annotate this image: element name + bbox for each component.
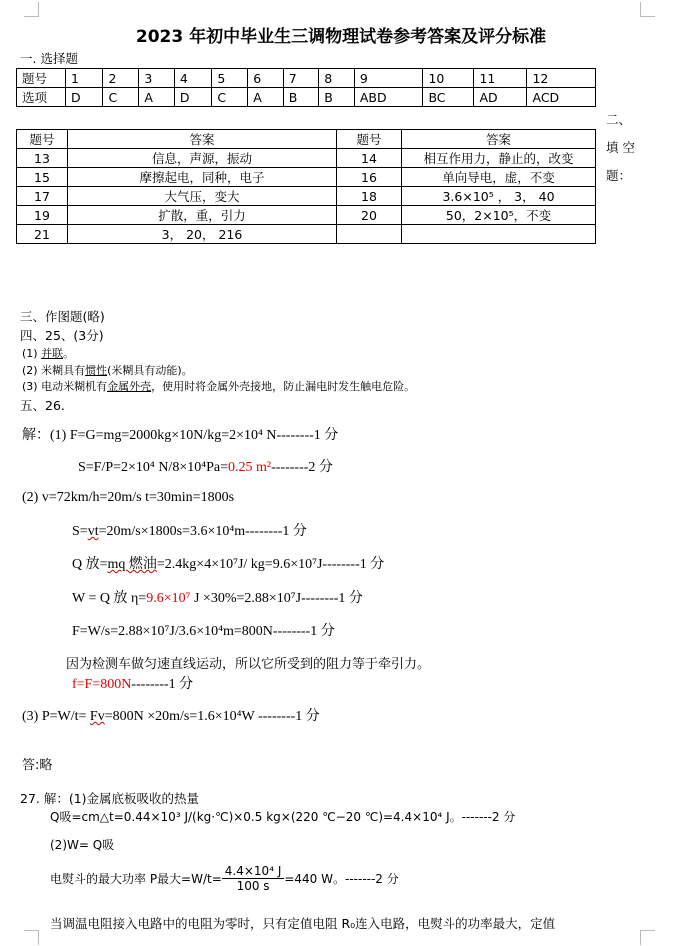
corner-mark-top-left: [24, 2, 39, 17]
fill-head-ans: 答案: [402, 130, 596, 149]
fill-num: 20: [337, 206, 402, 225]
mc-ans: B: [319, 88, 355, 107]
text: W = Q 放 η=: [72, 591, 147, 606]
text: 9.6×10⁷: [146, 591, 191, 606]
mc-ans: A: [248, 88, 284, 107]
text: (米糊具有动能)。: [107, 364, 193, 377]
mc-row2-label: 选项: [17, 88, 66, 107]
q26-line3: (2) v=72km/h=20m/s t=30min=1800s: [22, 490, 235, 505]
fill-answer: 50，2×10⁵，不变: [402, 206, 596, 225]
q26-line1: 解：(1) F=G=mg=2000kg×10N/kg=2×10⁴ N--------1 分: [22, 428, 339, 443]
section4-heading: 四、25、(3分): [20, 328, 104, 343]
mc-ans: ABD: [354, 88, 423, 107]
section4-line3: [22, 378, 415, 394]
table-row: [17, 149, 596, 168]
text: Q 放=: [72, 557, 108, 572]
q26-line5: [72, 553, 384, 573]
fill-answer: 信息，声源，振动: [68, 149, 337, 168]
mc-answer-row: [17, 88, 596, 107]
corner-mark-top-right: [640, 2, 655, 17]
fill-header-row: [17, 130, 596, 149]
section3-heading: 三、作图题(略): [20, 309, 105, 324]
fill-side-label-3: 题：: [606, 168, 632, 183]
q27-line5: 当调温电阻接入电路中的电阻为零时，只有定值电阻 R₀连入电路，电熨斗的功率最大，定值: [50, 916, 556, 931]
fill-num: 21: [17, 225, 68, 244]
mc-num: 6: [248, 69, 284, 88]
text: 电熨斗的最大功率 P最大=W/t=: [50, 872, 222, 886]
mc-num: 1: [66, 69, 103, 88]
text: (1): [22, 347, 42, 360]
table-row: [17, 168, 596, 187]
mc-num: 4: [174, 69, 211, 88]
mc-num: 5: [212, 69, 248, 88]
text: Fv: [89, 709, 105, 724]
q26-line8: 因为检测车做匀速直线运动，所以它所受到的阻力等于牵引力。: [66, 657, 431, 672]
mc-ans: AD: [474, 88, 527, 107]
answer-brief: 答:略: [22, 758, 53, 773]
text: S=F/P=2×10⁴ N/8×10⁴Pa=: [78, 460, 228, 475]
fill-num: 14: [337, 149, 402, 168]
fill-side-label-1: 二、: [606, 112, 632, 127]
table-row: [17, 225, 596, 244]
mc-ans: BC: [423, 88, 474, 107]
text: (3) 电动米糊机有: [22, 380, 108, 393]
fill-answer: 3.6×10⁵ ， 3， 40: [402, 187, 596, 206]
fill-table: [16, 129, 596, 244]
q26-line10: [22, 705, 320, 725]
fill-answer: 大气压，变大: [68, 187, 337, 206]
text: f=F=800N: [72, 677, 132, 692]
text: =2.4kg×4×10⁷J/ kg=9.6×10⁷J--------1 分: [156, 557, 385, 572]
mc-num: 12: [527, 69, 596, 88]
mc-row1-label: 题号: [17, 69, 66, 88]
q26-line2: [78, 456, 333, 476]
mc-num: 2: [103, 69, 139, 88]
mc-num: 10: [423, 69, 474, 88]
fill-head-num: 题号: [17, 130, 68, 149]
fill-num: [337, 225, 402, 244]
fill-num: 16: [337, 168, 402, 187]
q26-line7: F=W/s=2.88×10⁷J/3.6×10⁴m=800N--------1 分: [72, 624, 335, 639]
text: 0.25 m²: [228, 460, 272, 475]
mc-ans: ACD: [527, 88, 596, 107]
page-title: 2023 年初中毕业生三调物理试卷参考答案及评分标准: [135, 27, 547, 47]
fill-num: 18: [337, 187, 402, 206]
text: (3) P=W/t=: [22, 709, 90, 724]
mc-num: 3: [139, 69, 175, 88]
table-row: [17, 187, 596, 206]
fill-head-ans: 答案: [68, 130, 337, 149]
fill-answer: 单向导电，虚，不变: [402, 168, 596, 187]
text: (2) 米糊具有: [22, 364, 86, 377]
text: =20m/s×1800s=3.6×10⁴m--------1 分: [98, 524, 307, 539]
fill-answer: [402, 225, 596, 244]
fill-num: 19: [17, 206, 68, 225]
fill-answer: 摩擦起电，同种，电子: [68, 168, 337, 187]
q27-line3: (2)W= Q吸: [50, 838, 115, 852]
fill-answer: 扩散，重，引力: [68, 206, 337, 225]
mc-ans: C: [212, 88, 248, 107]
section4-line2: [22, 362, 193, 378]
fill-head-num: 题号: [337, 130, 402, 149]
q27-line4: [50, 864, 399, 893]
fraction-numerator: 4.4×10⁴ J: [222, 864, 285, 879]
mc-heading: 一. 选择题: [20, 51, 78, 66]
mc-num: 11: [474, 69, 527, 88]
mc-ans: A: [139, 88, 175, 107]
table-row: [17, 206, 596, 225]
text: --------2 分: [271, 460, 333, 475]
q27-line1: 27. 解：(1)金属底板吸收的热量: [20, 791, 200, 806]
text: J ×30%=2.88×10⁷J--------1 分: [190, 591, 363, 606]
text: vt: [87, 524, 99, 539]
fill-num: 13: [17, 149, 68, 168]
fraction-denominator: 100 s: [236, 879, 270, 893]
fill-side-label-2: 填 空: [606, 140, 635, 155]
q26-line6: [72, 587, 363, 607]
text: 金属外壳: [107, 380, 152, 393]
text: 惯性: [85, 364, 108, 377]
q26-line4: [72, 520, 307, 540]
mc-ans: D: [66, 88, 103, 107]
q27-line2: Q吸=cm△t=0.44×10³ J/(kg·℃)×0.5 kg×(220 ℃−20 ℃)=4.4×10⁴ J。-------2 分: [50, 810, 516, 824]
corner-mark-bottom-right: [640, 930, 655, 945]
fraction: [222, 864, 285, 893]
mc-ans: C: [103, 88, 139, 107]
text: =440 W。-------2 分: [284, 872, 399, 886]
mc-num: 9: [354, 69, 423, 88]
text: mq 燃油: [107, 557, 157, 572]
section4-line1: [22, 345, 74, 361]
section5-heading: 五、26.: [20, 398, 65, 413]
mc-ans: B: [283, 88, 319, 107]
text: 。: [63, 347, 75, 360]
q26-line9: [72, 673, 193, 693]
mc-num: 8: [319, 69, 355, 88]
fill-answer: 相互作用力，静止的，改变: [402, 149, 596, 168]
text: =800N ×20m/s=1.6×10⁴W --------1 分: [104, 709, 320, 724]
fill-num: 15: [17, 168, 68, 187]
text: ，使用时将金属外壳接地，防止漏电时发生触电危险。: [151, 380, 416, 393]
mc-ans: D: [174, 88, 211, 107]
text: 并联: [41, 347, 64, 360]
mc-number-row: [17, 69, 596, 88]
fill-num: 17: [17, 187, 68, 206]
mc-num: 7: [283, 69, 319, 88]
fill-answer: 3， 20， 216: [68, 225, 337, 244]
corner-mark-bottom-left: [24, 930, 39, 945]
text: S=: [72, 524, 88, 539]
text: --------1 分: [131, 677, 194, 692]
mc-table: [16, 68, 596, 107]
